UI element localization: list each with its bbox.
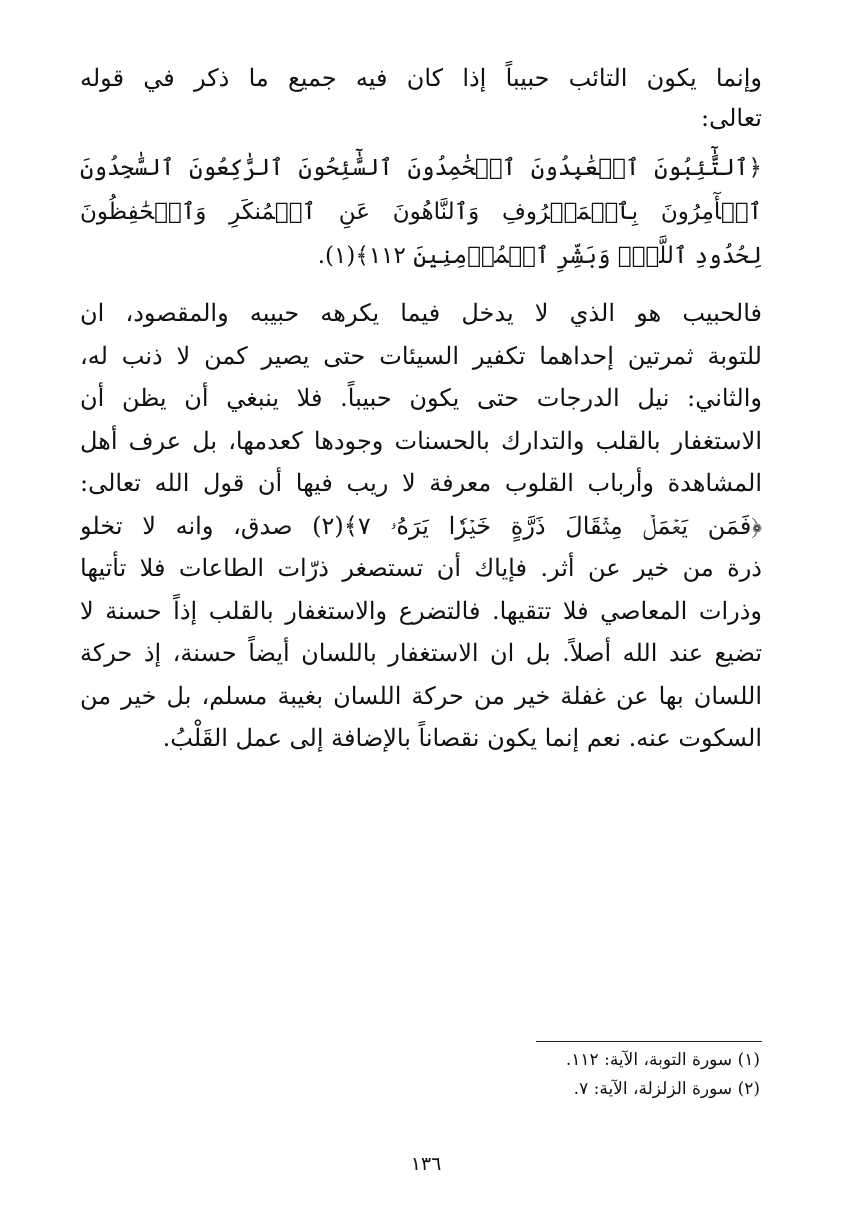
body-line: للتوبة ثمرتين إحداهما تكفير السيئات حتى يصير كمن لا ذنب له، <box>80 341 762 370</box>
quran-verse <box>80 146 762 278</box>
intro-line: تعالى: <box>701 104 762 132</box>
body-line: تضيع عند الله أصلاً. بل ان الاستغفار باللسان أيضاً حسنة، إذ حركة <box>80 639 762 667</box>
footnotes <box>440 1046 760 1104</box>
body-line: المشاهدة وأرباب القلوب معرفة لا ريب فيها أن قول الله تعالى: <box>80 469 762 497</box>
page-content <box>80 58 762 760</box>
body-paragraph <box>80 292 762 760</box>
intro-line: وإنما يكون التائب حبيباً إذا كان فيه جميع ما ذكر في قوله <box>80 64 762 92</box>
body-line: ذرة من خير عن أثر. فإياك أن تستصغر ذرّات الطاعات فلا تأتيها <box>80 554 762 582</box>
footnote-divider <box>536 1041 762 1042</box>
quran-line: ﴿ٱلتَّٰٓئِبُونَ ٱلۡعَٰبِدُونَ ٱلۡحَٰمِدُونَ ٱلسَّٰٓئِحُونَ ٱلرَّٰكِعُونَ ٱلسَّٰجِدُونَ <box>80 155 762 181</box>
body-line: السكوت عنه. نعم إنما يكون نقصاناً بالإضافة إلى عمل القَلْبُ. <box>162 724 762 752</box>
intro-paragraph <box>80 58 762 138</box>
page-number: ١٣٦ <box>410 1153 442 1175</box>
body-line: فالحبيب هو الذي لا يدخل فيما يكرهه حبيبه والمقصود، ان <box>80 299 762 327</box>
body-line: وذرات المعاصي فلا تتقيها. فالتضرع والاستغفار بالقلب إذاً حسنة لا <box>80 596 762 625</box>
quran-line: ٱلۡأٓمِرُونَ بِٱلۡمَعۡرُوفِ وَٱلنَّاهُونَ عَنِ ٱلۡمُنكَرِ وَٱلۡحَٰفِظُونَ <box>80 199 762 225</box>
footnote-1: (١) سورة التوبة، الآية: ١١٢. <box>565 1050 760 1070</box>
body-line: ﴿فَمَن يَعۡمَلۡ مِثۡقَالَ ذَرَّةٍ خَيۡرٗا يَرَهُۥ ٧﴾(٢) صدق، وانه لا تخلو <box>80 511 762 540</box>
footnote-2: (٢) سورة الزلزلة، الآية: ٧. <box>573 1079 760 1099</box>
body-line: اللسان بها عن غفلة خير من حركة اللسان بغيبة مسلم، بل خير من <box>80 681 762 710</box>
body-line: الاستغفار بالقلب والتدارك بالحسنات وجودها كعدمها، بل عرف أهل <box>80 426 762 455</box>
quran-line: لِحُدُودِ ٱللَّهِۗ وَبَشِّرِ ٱلۡمُؤۡمِنِينَ ١١٢﴾(١). <box>317 243 762 269</box>
body-line: والثاني: نيل الدرجات حتى يكون حبيباً. فلا ينبغي أن يظن أن <box>80 384 762 412</box>
